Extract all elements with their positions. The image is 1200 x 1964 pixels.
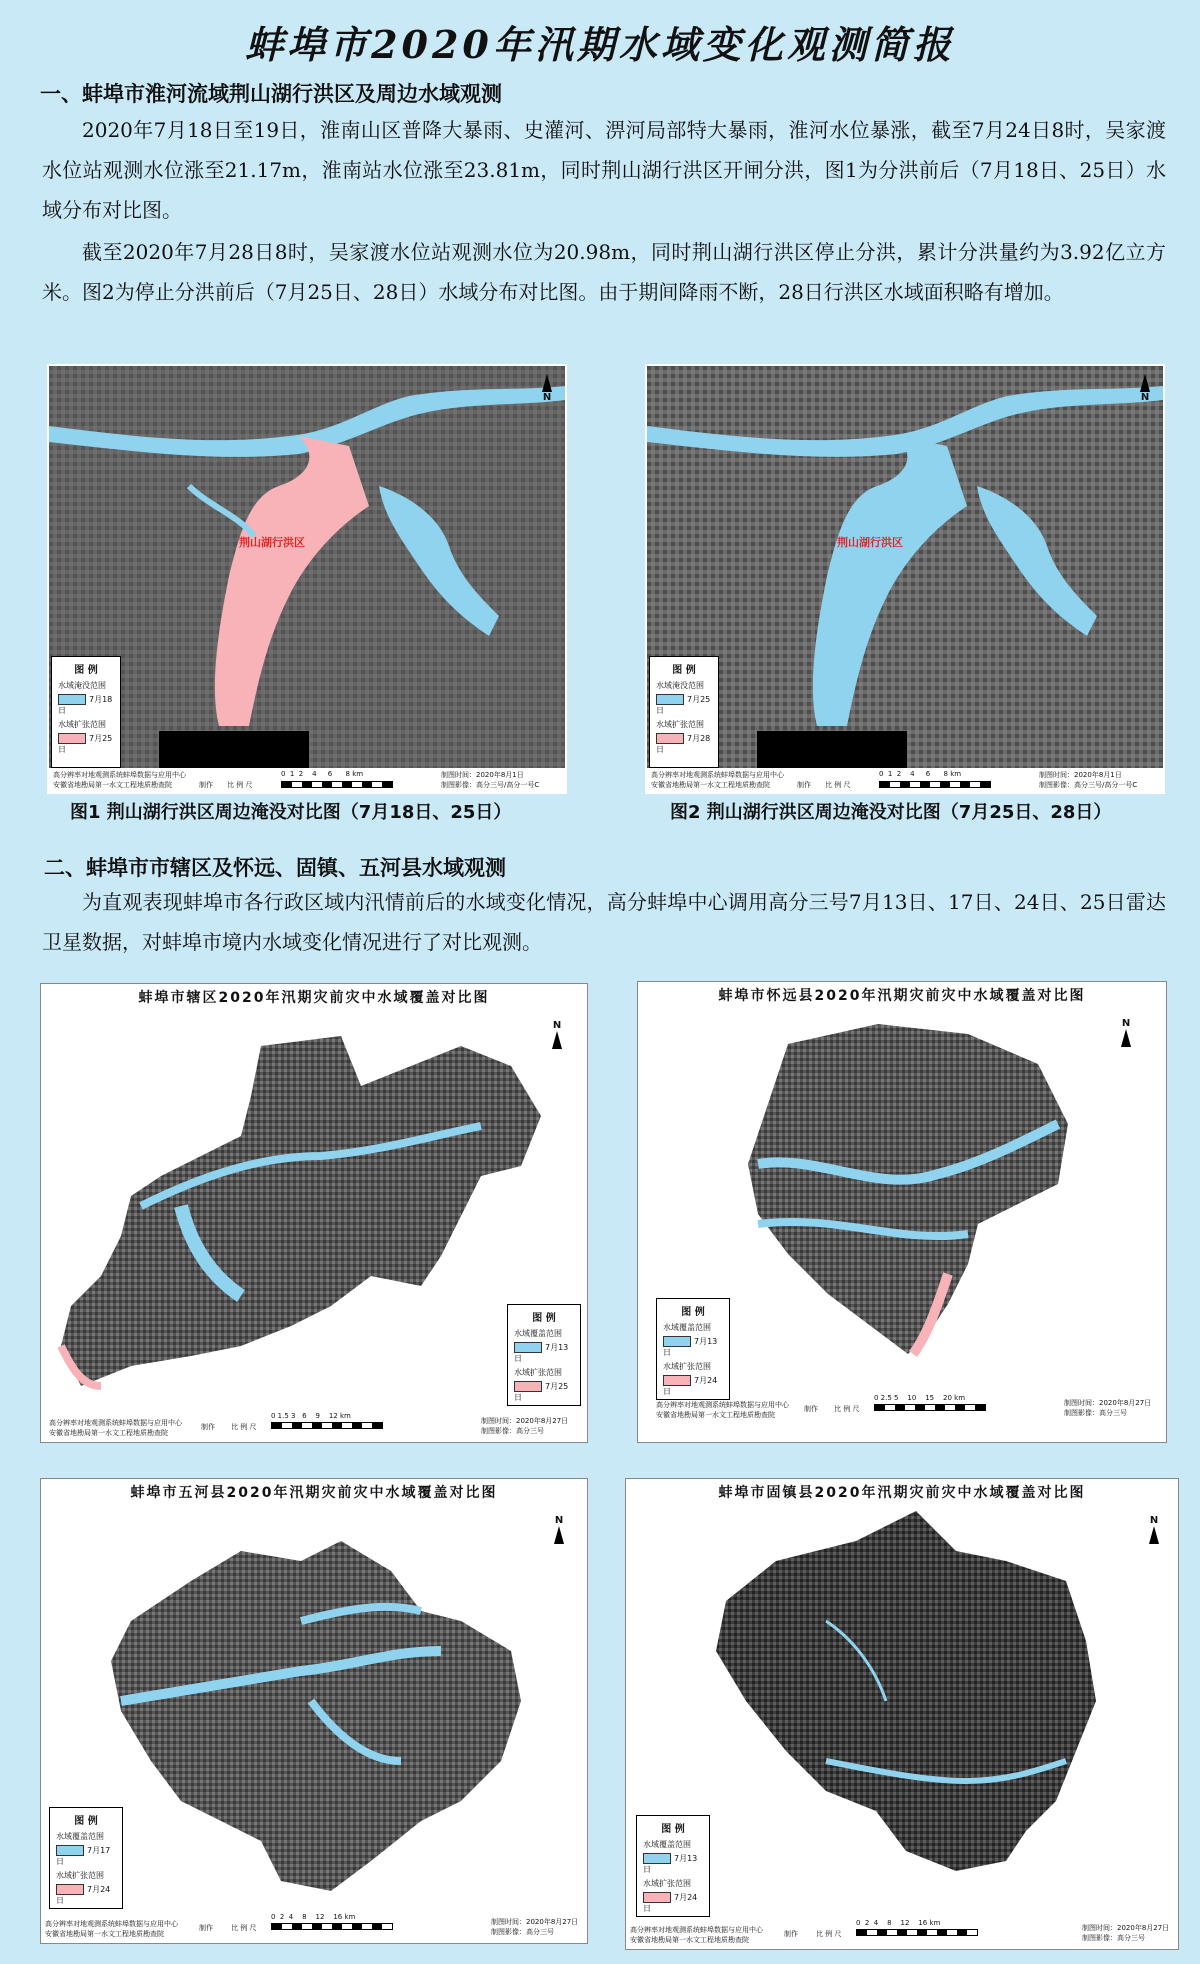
- map-huaiyuan-north-arrow-icon: N: [1118, 1018, 1134, 1047]
- water-swatch-icon: [656, 694, 684, 705]
- figure1-north-arrow-icon: N: [539, 374, 555, 403]
- map-huaiyuan-scalebar: [874, 1404, 986, 1411]
- map-guzhen-title: 蚌埠市固镇县2020年汛期灾前灾中水域覆盖对比图: [718, 1485, 1086, 1501]
- figure2-north-arrow-icon: N: [1137, 374, 1153, 403]
- map-huaiyuan-legend-date2: 7月24日: [663, 1376, 718, 1396]
- map-guzhen-footer-img: 制图影像：高分三号: [1082, 1934, 1145, 1942]
- map-wuhe-legend: [49, 1807, 123, 1909]
- section2-paragraph1: 为直观表现蚌埠市各行政区域内汛情前后的水域变化情况，高分蚌埠中心调用高分三号7月13日、17日、24日、25日雷达卫星数据，对蚌埠市境内水域变化情况进行了对比观测。: [42, 890, 1166, 954]
- figure1-map-graphic: [49, 366, 565, 792]
- map-guzhen-legend-title: 图 例: [661, 1824, 685, 1835]
- map-district-north-arrow-icon: N: [549, 1020, 565, 1049]
- figure2-footer-org: 高分辨率对地观测系统蚌埠数据与应用中心 安徽省地勘局第一水文工程地质勘查院: [651, 771, 784, 789]
- figure1-footer-make: 制作: [199, 781, 213, 789]
- figure1-scalebar: [281, 781, 393, 788]
- map-guzhen-legend-date2: 7月24日: [643, 1893, 698, 1913]
- map-huaiyuan-legend-date1: 7月13日: [663, 1337, 718, 1357]
- figure2-legend: [649, 656, 719, 768]
- figure2-caption: 图2 荆山湖行洪区周边淹没对比图（7月25日、28日）: [670, 802, 1112, 823]
- map-huaiyuan-footer-scale: 比 例 尺: [834, 1405, 860, 1413]
- figure2-scale-ticks: 0 1 2 4 6 8 km: [879, 770, 962, 778]
- figure1-caption: 图1 荆山湖行洪区周边淹没对比图（7月18日、25日）: [70, 802, 512, 823]
- map-guzhen-legend-item2: 水域扩张范围: [643, 1879, 691, 1888]
- figure2-scalebar: [879, 781, 991, 788]
- map-guzhen-scale-ticks: 0 2 4 8 12 16 km: [856, 1919, 941, 1927]
- map-huaiyuan-legend: [656, 1298, 730, 1400]
- figure2-footer-scale: 比 例 尺: [825, 781, 851, 789]
- figure1-legend-title: 图 例: [74, 665, 98, 676]
- map-district-footer-img: 制图影像：高分三号: [481, 1427, 544, 1435]
- section1-heading: 一、蚌埠市淮河流域荆山湖行洪区及周边水域观测: [40, 82, 502, 106]
- figure1-scale-ticks: 0 1 2 4 6 8 km: [281, 770, 364, 778]
- map-district-legend: [507, 1304, 581, 1406]
- expansion-swatch-icon: [643, 1892, 671, 1903]
- map-huaiyuan-footer-make: 制作: [804, 1405, 818, 1413]
- map-huaiyuan-legend-title: 图 例: [681, 1307, 705, 1318]
- figure1-footer-scale: 比 例 尺: [227, 781, 253, 789]
- expansion-swatch-icon: [663, 1375, 691, 1386]
- map-guzhen-legend-date1: 7月13日: [643, 1854, 698, 1874]
- map-district-title: 蚌埠市辖区2020年汛期灾前灾中水域覆盖对比图: [138, 990, 490, 1006]
- water-swatch-icon: [643, 1853, 671, 1864]
- figure2-legend-item2: 水域扩张范围: [656, 720, 704, 729]
- figure2-legend-title: 图 例: [672, 665, 696, 676]
- map-huaiyuan-legend-item2: 水域扩张范围: [663, 1362, 711, 1371]
- map-district-footer-make: 制作: [201, 1423, 215, 1431]
- map-guzhen-footer-scale: 比 例 尺: [816, 1930, 842, 1938]
- map-district-footer-scale: 比 例 尺: [231, 1423, 257, 1431]
- expansion-swatch-icon: [56, 1884, 84, 1895]
- map-huaiyuan: [637, 981, 1167, 1443]
- map-wuhe-scale-ticks: 0 2 4 8 12 16 km: [271, 1913, 356, 1921]
- expansion-swatch-icon: [514, 1381, 542, 1392]
- map-district-legend-date1: 7月13日: [514, 1343, 569, 1363]
- map-wuhe-footer-img: 制图影像：高分三号: [491, 1928, 554, 1936]
- figure2-legend-date2: 7月28日: [656, 734, 711, 754]
- map-district-footer-org: 高分辨率对地观测系统蚌埠数据与应用中心 安徽省地勘局第一水文工程地质勘查院: [49, 1419, 182, 1437]
- map-guzhen-scalebar: [856, 1929, 978, 1936]
- figure1-map: [47, 364, 567, 794]
- map-guzhen-legend-item1: 水域覆盖范围: [643, 1840, 691, 1849]
- section2-heading: 二、蚌埠市市辖区及怀远、固镇、五河县水域观测: [44, 856, 506, 880]
- map-district-graphic: [41, 1006, 587, 1406]
- figure1-legend-item2: 水域扩张范围: [58, 720, 106, 729]
- map-district: [40, 983, 588, 1443]
- map-wuhe-footer-time: 制图时间：2020年8月27日: [491, 1918, 579, 1926]
- map-guzhen-north-arrow-icon: N: [1146, 1515, 1162, 1544]
- figure1-area-label: 荆山湖行洪区: [239, 536, 305, 549]
- map-wuhe-legend-item2: 水域扩张范围: [56, 1871, 104, 1880]
- map-wuhe: [40, 1478, 588, 1944]
- figure1-footer: [49, 768, 565, 792]
- water-swatch-icon: [663, 1336, 691, 1347]
- figure2-footer-time: 制图时间：2020年8月1日: [1039, 771, 1122, 779]
- map-district-legend-item2: 水域扩张范围: [514, 1368, 562, 1377]
- figure2-footer: [647, 768, 1163, 792]
- expansion-swatch-icon: [656, 733, 684, 744]
- map-guzhen-footer-make: 制作: [784, 1930, 798, 1938]
- map-huaiyuan-footer-time: 制图时间：2020年8月27日: [1064, 1399, 1152, 1407]
- map-huaiyuan-title: 蚌埠市怀远县2020年汛期灾前灾中水域覆盖对比图: [718, 988, 1086, 1004]
- map-wuhe-legend-date2: 7月24日: [56, 1885, 111, 1905]
- map-district-legend-item1: 水域覆盖范围: [514, 1329, 562, 1338]
- figure2-footer-make: 制作: [797, 781, 811, 789]
- figure2-footer-img: 制图影像：高分三号/高分一号C: [1039, 781, 1138, 789]
- page-title: 蚌埠市2020年汛期水域变化观测简报: [245, 22, 955, 67]
- map-huaiyuan-footer-org: 高分辨率对地观测系统蚌埠数据与应用中心 安徽省地勘局第一水文工程地质勘查院: [656, 1401, 789, 1419]
- figure2-legend-item1: 水域淹没范围: [656, 681, 704, 690]
- map-wuhe-legend-title: 图 例: [74, 1816, 98, 1827]
- expansion-swatch-icon: [58, 733, 86, 744]
- map-guzhen-footer-org: 高分辨率对地观测系统蚌埠数据与应用中心 安徽省地勘局第一水文工程地质勘查院: [630, 1926, 763, 1944]
- figure1-legend: [51, 656, 121, 768]
- figure2-map-graphic: [647, 366, 1163, 792]
- map-district-footer-time: 制图时间：2020年8月27日: [481, 1417, 569, 1425]
- map-district-legend-date2: 7月25日: [514, 1382, 569, 1402]
- figure2-map: [645, 364, 1165, 794]
- map-wuhe-footer-org: 高分辨率对地观测系统蚌埠数据与应用中心 安徽省地勘局第一水文工程地质勘查院: [45, 1920, 178, 1938]
- figure1-footer-time: 制图时间：2020年8月1日: [441, 771, 524, 779]
- map-district-legend-title: 图 例: [532, 1313, 556, 1324]
- map-wuhe-north-arrow-icon: N: [551, 1515, 567, 1544]
- water-swatch-icon: [514, 1342, 542, 1353]
- figure1-footer-img: 制图影像：高分三号/高分一号C: [441, 781, 540, 789]
- figure1-legend-item1: 水域淹没范围: [58, 681, 106, 690]
- map-wuhe-scalebar: [271, 1923, 393, 1930]
- section1-paragraph1: 2020年7月18日至19日，淮南山区普降大暴雨、史灌河、淠河局部特大暴雨，淮河水位暴涨，截至7月24日8时，吴家渡水位站观测水位涨至21.17m，淮南站水位涨至23.81m，同时荆山湖行洪区开闸分洪，图1为分洪前后（7月18日、25日）水域分布对比图。: [42, 118, 1166, 222]
- map-huaiyuan-footer-img: 制图影像：高分三号: [1064, 1409, 1127, 1417]
- figure1-footer-org: 高分辨率对地观测系统蚌埠数据与应用中心 安徽省地勘局第一水文工程地质勘查院: [53, 771, 186, 789]
- water-swatch-icon: [58, 694, 86, 705]
- map-district-scale-ticks: 0 1.5 3 6 9 12 km: [271, 1412, 351, 1420]
- map-huaiyuan-legend-item1: 水域覆盖范围: [663, 1323, 711, 1332]
- map-wuhe-legend-item1: 水域覆盖范围: [56, 1832, 104, 1841]
- figure2-area-label: 荆山湖行洪区: [837, 536, 903, 549]
- figure2-legend-date1: 7月25日: [656, 695, 711, 715]
- figure1-legend-date2: 7月25日: [58, 734, 113, 754]
- water-swatch-icon: [56, 1845, 84, 1856]
- figure1-legend-date1: 7月18日: [58, 695, 113, 715]
- map-wuhe-title: 蚌埠市五河县2020年汛期灾前灾中水域覆盖对比图: [130, 1485, 498, 1501]
- map-wuhe-legend-date1: 7月17日: [56, 1846, 111, 1866]
- map-guzhen-legend: [636, 1815, 710, 1917]
- map-guzhen: [625, 1478, 1179, 1950]
- map-guzhen-footer-time: 制图时间：2020年8月27日: [1082, 1924, 1170, 1932]
- map-huaiyuan-scale-ticks: 0 2.5 5 10 15 20 km: [874, 1394, 966, 1402]
- map-wuhe-footer-make: 制作: [199, 1924, 213, 1932]
- map-wuhe-footer-scale: 比 例 尺: [231, 1924, 257, 1932]
- section1-paragraph2: 截至2020年7月28日8时，吴家渡水位站观测水位为20.98m，同时荆山湖行洪区停止分洪，累计分洪量约为3.92亿立方米。图2为停止分洪前后（7月25日、28日）水域分布对比图。由于期间降雨不断，28日行洪区水域面积略有增加。: [42, 240, 1166, 304]
- map-district-scalebar: [271, 1422, 383, 1429]
